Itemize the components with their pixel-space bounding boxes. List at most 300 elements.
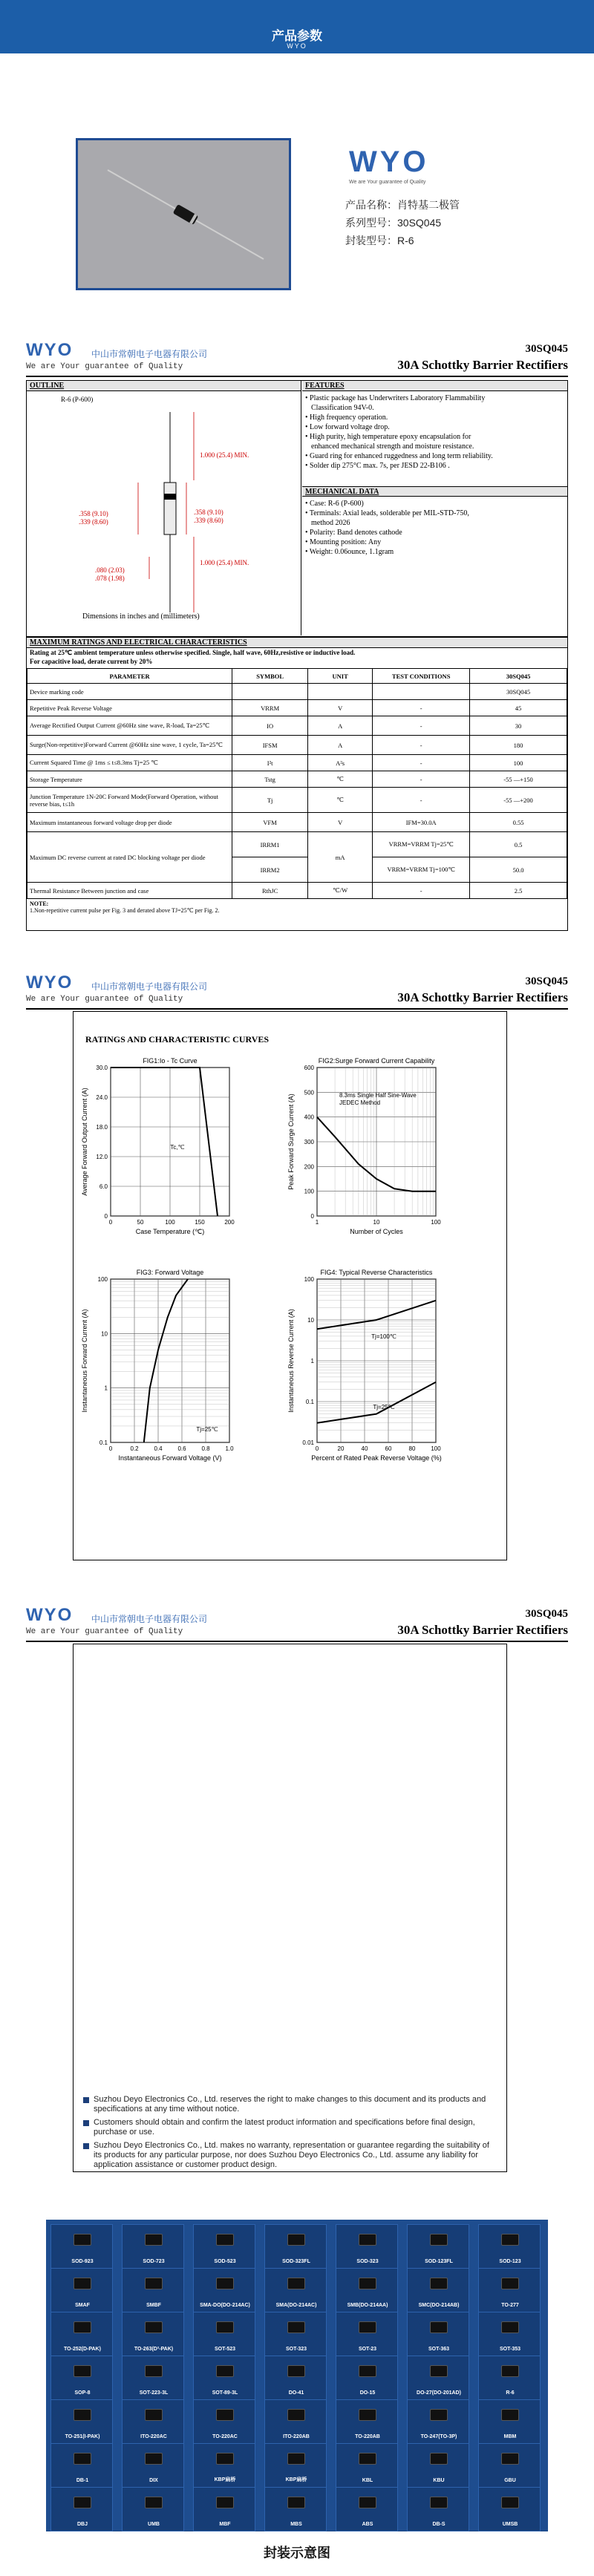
product-photo [76,138,291,290]
package-tile [336,2312,398,2356]
annotation: JEDEC Method [339,1099,381,1106]
cell: - [373,755,470,771]
cell: mA [308,832,373,883]
cell: Junction Temperature 1N-20C Forward Mode(Forward Operation, without reverse bias, t≤1h [27,788,232,813]
package-tile [50,2443,113,2488]
y-tick-label: 1 [310,1358,314,1364]
x-tick-label: 1 [315,1219,319,1226]
cell: - [373,883,470,899]
package-label: SMA(DO-214AC) [275,2303,317,2308]
package-tile [407,2356,469,2400]
cell: - [373,788,470,813]
package-label: TO-251(I-PAK) [65,2434,100,2439]
ratings-note-1: Rating at 25℃ ambient temperature unless otherwise specified. Single, half wave, 60Hz,resistive or inductive load. [30,649,356,656]
package-tile [50,2312,113,2356]
table-row [27,736,567,755]
cell: RthJC [232,883,308,899]
package-tile [50,2268,113,2312]
package-chip-icon [74,2321,91,2333]
package-chip-icon [145,2453,163,2465]
package-chip-icon [430,2321,448,2333]
curves-heading: RATINGS AND CHARACTERISTIC CURVES [85,1034,270,1045]
package-tile [336,2268,398,2312]
dim-body-dia: .358 (9.10) [194,509,223,516]
package-chip-icon [501,2453,519,2465]
package-chip-icon [501,2278,519,2289]
dim-body-dia2: .339 (8.60) [194,517,223,524]
package-chip-icon [430,2365,448,2377]
package-name: R-6 (P-600) [61,396,94,403]
brand-tagline: We are Your guarantee of Quality [349,180,426,185]
cell: IFSM [232,736,308,755]
cell: 45 [470,700,567,716]
package-label: KBL [362,2478,373,2483]
package-tile [50,2224,113,2269]
company-logo: WYO [26,340,74,360]
y-tick-label: 12.0 [96,1154,108,1160]
x-axis-label: Instantaneous Forward Voltage (V) [118,1454,222,1462]
brand-logo: WYO [349,146,429,178]
table-row [27,832,567,857]
annotation: Tj=25℃ [196,1426,218,1433]
package-tile [50,2487,113,2531]
y-tick-label: 400 [304,1114,314,1121]
chart-title: FIG3: Forward Voltage [136,1269,204,1276]
cell: - [373,771,470,788]
dimension-note: Dimensions in inches and (millimeters) [82,612,200,621]
package-chip-icon [216,2234,234,2246]
cell: 180 [470,736,567,755]
company-logo: WYO [26,972,74,993]
company-name-cn: 中山市常朝电子电器有限公司 [91,1614,208,1624]
y-tick-label: 10 [307,1317,314,1324]
cell: ℃ [308,771,373,788]
package-tile [264,2487,327,2531]
package-caption: 封装示意图 [264,2546,330,2560]
cell: Maximum instantaneous forward voltage drop per diode [27,813,232,832]
package-chip-icon [287,2365,305,2377]
y-tick-label: 0.1 [99,1439,108,1446]
company-name-cn: 中山市常朝电子电器有限公司 [91,349,208,359]
curves-frame [73,1011,507,1560]
cell: IO [232,716,308,736]
diode-photo-icon [78,140,289,288]
package-label: TO-220AC [212,2434,238,2439]
package-label: KBP扁桥 [285,2477,307,2482]
x-tick-label: 1.0 [225,1445,234,1452]
feature-item: • Plastic package has Underwriters Laboratory Flammability [305,394,486,402]
cell: I²t [232,755,308,771]
x-tick-label: 0 [108,1445,113,1452]
package-chip-icon [74,2234,91,2246]
cell: VRRM=VRRM Tj=25℃ [373,832,470,857]
blank-page-frame [73,1644,507,2172]
header-rule [26,1008,568,1010]
package-tile [407,2443,469,2488]
package-tile [122,2356,184,2400]
package-label: KBP扁桥 [214,2477,236,2482]
package-label: DO-15 [359,2390,376,2396]
table-header-row [27,669,567,684]
package-chip-icon [216,2365,234,2377]
package-label: SMA-DO(DO-214AC) [200,2303,250,2308]
package-label: SOD-323 [356,2259,379,2264]
package-chip-icon [287,2453,305,2465]
chart-title: FIG2:Surge Forward Current Capability [318,1057,435,1065]
dim-body-len2: .339 (8.60) [79,518,108,526]
package-label: MBM [503,2434,517,2439]
annotation: Tj=100℃ [371,1333,396,1340]
y-tick-label: 600 [304,1065,314,1071]
table-row [27,700,567,716]
package-chip-icon [430,2497,448,2508]
cell: A [308,736,373,755]
package-label: TO-247(TO-3P) [420,2434,457,2439]
datasheet-title: 30A Schottky Barrier Rectifiers [397,358,568,372]
cell [373,684,470,700]
cell: Tj [232,788,308,813]
package-tile [50,2356,113,2400]
package-chip-icon [359,2453,376,2465]
ratings-table [27,668,567,899]
package-tile [336,2487,398,2531]
x-tick-label: 0 [315,1445,319,1452]
characteristic-charts [74,1042,506,1561]
package-tile [407,2399,469,2444]
x-tick-label: 40 [361,1445,368,1452]
cell: 0.55 [470,813,567,832]
product-series: 系列型号：30SQ045 [345,217,442,229]
annotation: Tj=25℃ [373,1404,395,1410]
package-chip-icon [74,2497,91,2508]
cell: 100 [470,755,567,771]
package-tile [478,2399,541,2444]
feature-item: • Low forward voltage drop. [305,423,390,431]
features-list [302,391,567,473]
x-tick-label: 20 [337,1445,345,1452]
package-tile [193,2268,255,2312]
banner-title: 产品参数 [272,29,322,43]
package-chip-icon [430,2278,448,2289]
x-tick-label: 100 [431,1219,441,1226]
package-chip-icon [359,2234,376,2246]
package-label: SOT-89-3L [212,2390,238,2396]
x-tick-label: 50 [137,1219,144,1226]
package-chip-icon [145,2365,163,2377]
notice-item: Suzhou Deyo Electronics Co., Ltd. reserves the right to make changes to this document and its products and specifications at any time without notice. [83,2095,499,2114]
package-label: SOD-523 [214,2259,236,2264]
datasheet-header-2 [26,972,568,1011]
package-label: SMB(DO-214AA) [347,2303,388,2308]
package-label: SOD-123 [499,2259,521,2264]
col-parameter: PARAMETER [27,669,232,684]
feature-item: • Solder dip 275°C max. 7s, per JESD 22-B106 . [305,462,450,470]
cell: 2.5 [470,883,567,899]
package-chip-icon [287,2497,305,2508]
package-label: SOT-223-3L [139,2390,169,2396]
package-chip-icon [359,2409,376,2421]
package-chip-icon [74,2453,91,2465]
table-row [27,684,567,700]
package-tile [407,2312,469,2356]
package-label: R-6 [506,2390,515,2396]
features-section [302,381,567,635]
dim-lead-dia2: .078 (1.98) [95,575,125,582]
package-chip-icon [359,2497,376,2508]
x-tick-label: 0.8 [201,1445,210,1452]
package-label: SOT-363 [428,2347,449,2352]
cell [308,684,373,700]
package-chip-icon [359,2278,376,2289]
y-tick-label: 10 [101,1330,108,1338]
package-label: SOT-523 [214,2347,235,2352]
outline-section [27,381,301,635]
cell: Maximum DC reverse current at rated DC blocking voltage per diode [27,832,232,883]
company-slogan: We are Your guarantee of Quality [26,362,183,371]
cell: - [373,716,470,736]
outline-label: OUTLINE [27,381,301,391]
cell: VRRM [232,700,308,716]
cell: V [308,700,373,716]
package-label: SMBF [146,2303,161,2308]
package-chip-icon [216,2321,234,2333]
cell: ℃ [308,788,373,813]
package-chip-icon [287,2278,305,2289]
x-tick-label: 60 [385,1445,392,1452]
package-tile [336,2356,398,2400]
cell: Average Rectified Output Current @60Hz sine wave, R-load, Ta=25℃ [27,716,232,736]
package-tile [122,2312,184,2356]
plot-area [111,1279,229,1442]
datasheet-title: 30A Schottky Barrier Rectifiers [397,990,568,1004]
table-row [27,771,567,788]
col-value: 30SQ045 [470,669,567,684]
part-number: 30SQ045 [525,975,568,987]
cell: Thermal Resistance Between junction and case [27,883,232,899]
package-chip-icon [501,2365,519,2377]
x-axis-label: Percent of Rated Peak Reverse Voltage (%) [311,1454,442,1462]
y-tick-label: 18.0 [96,1124,108,1131]
x-tick-label: 0.4 [154,1445,163,1452]
package-tile [478,2224,541,2269]
y-axis-label: Instantaneous Forward Current (A) [81,1309,88,1413]
mech-item: • Terminals: Axial leads, solderable per MIL-STD-750, [305,509,469,517]
ratings-frame [26,637,568,931]
package-chip-icon [145,2497,163,2508]
table-row [27,883,567,899]
package-panel [46,2220,548,2531]
part-number: 30SQ045 [525,343,568,355]
header-rule [26,1641,568,1642]
package-tile [407,2224,469,2269]
table-row [27,755,567,771]
package-tile [478,2356,541,2400]
package-tile [122,2224,184,2269]
x-tick-label: 150 [195,1219,205,1226]
company-logo: WYO [26,1605,74,1625]
mech-item: • Weight: 0.06ounce, 1.1gram [305,548,394,556]
mech-list [302,497,567,559]
part-number: 30SQ045 [525,1608,568,1620]
package-label: SOT-353 [499,2347,520,2352]
y-axis-label: Peak Forward Surge Current (A) [287,1094,295,1190]
package-chip-icon [359,2365,376,2377]
package-chip-icon [287,2234,305,2246]
package-label: SOT-323 [285,2347,307,2352]
package-chip-icon [145,2409,163,2421]
package-tile [407,2268,469,2312]
package-chip-icon [359,2321,376,2333]
x-tick-label: 100 [431,1445,441,1452]
cell: Storage Temperature [27,771,232,788]
cell: 30 [470,716,567,736]
cell: IFM=30.0A [373,813,470,832]
package-label: SOD-923 [71,2259,94,2264]
package-tile [478,2268,541,2312]
company-slogan: We are Your guarantee of Quality [26,995,183,1004]
package-tile [193,2487,255,2531]
cell: VFM [232,813,308,832]
x-tick-label: 200 [224,1219,235,1226]
features-label: FEATURES [302,381,567,391]
package-tile [264,2312,327,2356]
cell: Tstg [232,771,308,788]
package-tile [193,2356,255,2400]
package-label: SMC(DO-214AB) [418,2303,460,2308]
package-tile [193,2312,255,2356]
cell: -55 —+150 [470,771,567,788]
table-row [27,813,567,832]
mech-item: • Mounting position: Any [305,538,382,546]
y-tick-label: 24.0 [96,1094,108,1101]
package-chip-icon [216,2453,234,2465]
package-tile [264,2443,327,2488]
feature-item: • Guard ring for enhanced ruggedness and long term reliability. [305,452,493,460]
package-tile [193,2399,255,2444]
cell: 30SQ045 [470,684,567,700]
y-tick-label: 0.01 [302,1439,314,1446]
header-rule [26,376,568,377]
table-row [27,788,567,813]
outline-drawing [27,397,300,627]
dim-lead-top: 1.000 (25.4) MIN. [200,451,249,459]
y-tick-label: 500 [304,1089,314,1096]
package-chip-icon [74,2278,91,2289]
banner-subtitle: WYO [287,42,307,50]
package-tile [407,2487,469,2531]
package-label: DIX [149,2478,158,2483]
chart-title: FIG4: Typical Reverse Characteristics [320,1269,433,1276]
package-label: SOD-123FL [425,2259,453,2264]
product-package: 封装型号：R-6 [345,235,414,246]
feature-item: enhanced mechanical strength and moisture resistance. [311,442,474,451]
cell: V [308,813,373,832]
cell: IRRM1 [232,832,308,857]
package-chip-icon [430,2234,448,2246]
feature-item: • High purity, high temperature epoxy encapsulation for [305,433,471,441]
package-label: DB-S [432,2522,446,2527]
y-axis-label: Average Forward Output Current (A) [81,1088,88,1196]
x-tick-label: 0.6 [177,1445,186,1452]
feature-item: • High frequency operation. [305,413,388,422]
package-label: UMB [148,2522,160,2527]
package-tile [264,2224,327,2269]
cell: Device marking code [27,684,232,700]
package-label: SOD-723 [143,2259,165,2264]
feature-item: Classification 94V-0. [311,404,374,412]
annotation: Tc,℃ [170,1144,185,1151]
cell: 50.0 [470,857,567,883]
dim-body-len: .358 (9.10) [79,510,108,517]
package-tile [264,2399,327,2444]
cell: 0.5 [470,832,567,857]
company-slogan: We are Your guarantee of Quality [26,1627,183,1636]
package-chip-icon [145,2278,163,2289]
package-tile [122,2487,184,2531]
y-tick-label: 30.0 [96,1065,108,1071]
package-tile [478,2443,541,2488]
outline-features-frame [26,380,568,637]
package-tile [122,2443,184,2488]
table-note-label: NOTE: [30,900,49,907]
x-tick-label: 100 [165,1219,175,1226]
cell: - [373,736,470,755]
package-tile [478,2487,541,2531]
package-chip-icon [216,2409,234,2421]
x-axis-label: Number of Cycles [350,1228,403,1235]
col-symbol: SYMBOL [232,669,308,684]
notice-item: Suzhou Deyo Electronics Co., Ltd. makes no warranty, representation or guarantee regarding the suitability of its products for any particular purpose, nor does Suzhou Deyo Electronics Co., Ltd. assume any liability for application assistance or customer product design. [83,2141,499,2170]
cell: Current Squared Time @ 1ms ≤ t≤8.3ms Tj=25 ℃ [27,755,232,771]
package-tile [264,2268,327,2312]
package-tile [122,2268,184,2312]
datasheet-header-1 [26,340,568,379]
package-chip-icon [74,2409,91,2421]
company-name-cn: 中山市常朝电子电器有限公司 [91,981,208,992]
package-tile [478,2312,541,2356]
package-tile [193,2224,255,2269]
package-chip-icon [430,2453,448,2465]
chart-title: FIG1:Io - Tc Curve [143,1057,198,1065]
cell: - [373,700,470,716]
cell: VRRM=VRRM Tj=100℃ [373,857,470,883]
mech-item: • Case: R-6 (P-600) [305,500,364,508]
package-chip-icon [74,2365,91,2377]
datasheet-title: 30A Schottky Barrier Rectifiers [397,1623,568,1637]
package-label: MBF [219,2522,231,2527]
package-label: SOT-23 [358,2347,377,2352]
y-tick-label: 0.1 [305,1399,314,1405]
cell: A²s [308,755,373,771]
package-tile [336,2443,398,2488]
bullet-square-icon [83,2097,89,2103]
package-label: TO-220AB [355,2434,380,2439]
mech-item: • Polarity: Band denotes cathode [305,529,402,537]
package-label: DO-41 [288,2390,304,2396]
datasheet-header-3 [26,1605,568,1644]
package-tile [336,2399,398,2444]
package-label: UMSB [502,2522,518,2527]
col-unit: UNIT [308,669,373,684]
package-label: ABS [362,2522,373,2527]
dim-lead-bottom: 1.000 (25.4) MIN. [200,559,249,566]
cell: -55 —+200 [470,788,567,813]
y-tick-label: 200 [304,1163,314,1171]
mech-item: method 2026 [311,519,350,527]
mech-label: MECHANICAL DATA [302,486,567,497]
package-chip-icon [145,2234,163,2246]
package-label: SOD-323FL [282,2259,310,2264]
